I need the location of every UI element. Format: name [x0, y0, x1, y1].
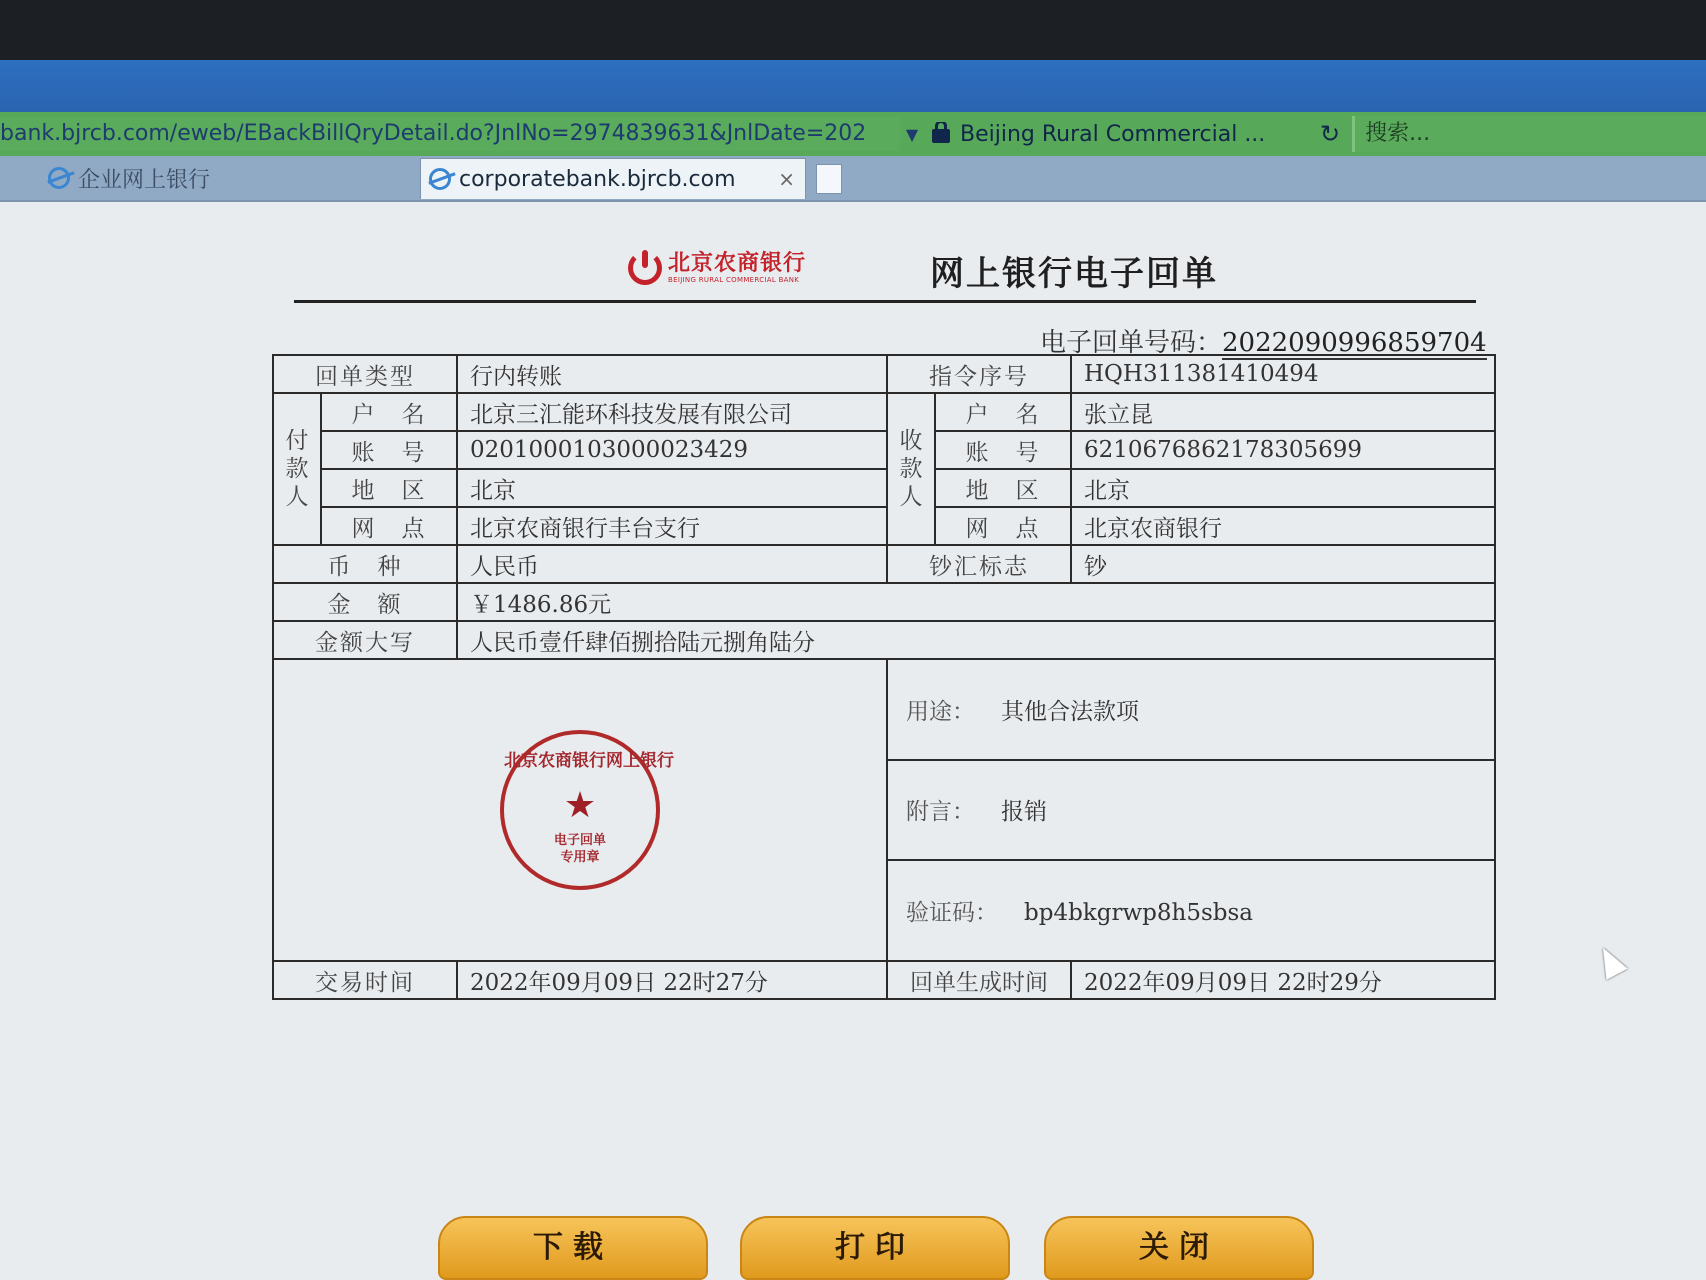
search-input[interactable]: 搜索... — [1352, 116, 1706, 152]
amount-label: 金 额 — [273, 583, 457, 621]
payee-branch-value: 北京农商银行 — [1071, 507, 1495, 545]
remark-cell — [887, 760, 1495, 861]
amount-words-value: 人民币壹仟肆佰捌拾陆元捌角陆分 — [457, 621, 1495, 659]
tab-corporate-banking[interactable] — [40, 158, 420, 198]
table-row — [273, 583, 1495, 621]
seal-cell — [273, 659, 887, 961]
verify-cell — [887, 860, 1495, 961]
purpose-label: 用途： — [906, 698, 975, 725]
page-content — [0, 202, 1706, 1280]
payee-label: 收款人 — [887, 393, 935, 545]
bank-name-cn: 北京农商银行 — [668, 250, 807, 276]
tab-bar — [0, 156, 1706, 202]
trade-time-value: 2022年09月09日 22时27分 — [457, 961, 887, 999]
new-tab-button[interactable] — [816, 164, 842, 194]
url-dropdown-icon[interactable]: ▼ — [905, 124, 919, 144]
receipt-number-label: 电子回单号码： — [1040, 328, 1223, 358]
purpose-cell — [887, 659, 1495, 760]
url-field[interactable]: bank.bjrcb.com/eweb/EBackBillQryDetail.do?JnlNo=2974839631&JnlDate=202 — [0, 117, 900, 151]
print-button[interactable]: 打印 — [740, 1216, 1010, 1280]
table-row — [273, 431, 1495, 469]
remark-label: 附言： — [906, 799, 975, 826]
lock-icon — [932, 129, 950, 143]
payee-region-value: 北京 — [1071, 469, 1495, 507]
order-label: 指令序号 — [887, 355, 1071, 393]
verify-value: bp4bkgrwp8h5sbsa — [1024, 900, 1253, 927]
cash-flag-value: 钞 — [1071, 545, 1495, 583]
payee-account-label: 账 号 — [935, 431, 1071, 469]
payer-name-label: 户 名 — [321, 393, 457, 431]
purpose-value: 其他合法款项 — [1001, 698, 1139, 725]
close-button[interactable]: 关闭 — [1044, 1216, 1314, 1280]
payee-account-value: 6210676862178305699 — [1071, 431, 1495, 469]
tab-label: 企业网上银行 — [78, 167, 211, 193]
payee-region-label: 地 区 — [935, 469, 1071, 507]
mouse-cursor-icon — [1592, 942, 1627, 980]
trade-time-label: 交易时间 — [273, 961, 457, 999]
close-tab-icon[interactable]: × — [778, 167, 795, 191]
payee-name-label: 户 名 — [935, 393, 1071, 431]
screen-bezel — [0, 0, 1706, 60]
site-identity[interactable] — [924, 122, 1314, 147]
gen-time-label: 回单生成时间 — [887, 961, 1071, 999]
table-row — [273, 355, 1495, 393]
tab-corporatebank[interactable] — [420, 158, 806, 199]
currency-label: 币 种 — [273, 545, 457, 583]
refresh-icon[interactable]: ↻ — [1320, 120, 1341, 148]
currency-value: 人民币 — [457, 545, 887, 583]
receipt-number-value: 2022090996859704 — [1222, 328, 1487, 358]
payee-name-value: 张立昆 — [1071, 393, 1495, 431]
type-value: 行内转账 — [457, 355, 887, 393]
payer-account-value: 0201000103000023429 — [457, 431, 887, 469]
amount-value: ￥1486.86元 — [457, 583, 1495, 621]
bank-name-en: BEIJING RURAL COMMERCIAL BANK — [668, 275, 800, 284]
table-row — [273, 621, 1495, 659]
page-title: 网上银行电子回单 — [930, 254, 1218, 294]
address-bar — [0, 112, 1706, 156]
payer-region-label: 地 区 — [321, 469, 457, 507]
payee-branch-label: 网 点 — [935, 507, 1071, 545]
payer-branch-value: 北京农商银行丰台支行 — [457, 507, 887, 545]
table-row — [273, 961, 1495, 999]
site-identity-label: Beijing Rural Commercial ... — [960, 121, 1266, 147]
cash-flag-label: 钞汇标志 — [887, 545, 1071, 583]
table-row — [273, 393, 1495, 431]
verify-label: 验证码： — [906, 900, 998, 927]
table-row — [273, 545, 1495, 583]
payer-name-value: 北京三汇能环科技发展有限公司 — [457, 393, 887, 431]
tab-label: corporatebank.bjrcb.com — [459, 166, 736, 192]
payer-region-value: 北京 — [457, 469, 887, 507]
seal-star-icon: ★ — [563, 785, 597, 826]
order-value: HQH311381410494 — [1071, 355, 1495, 393]
seal-ring-text: 北京农商银行网上银行 — [504, 751, 674, 771]
download-button[interactable]: 下载 — [438, 1216, 708, 1280]
payer-account-label: 账 号 — [321, 431, 457, 469]
type-label: 回单类型 — [273, 355, 457, 393]
title-divider — [294, 300, 1476, 303]
amount-words-label: 金额大写 — [273, 621, 457, 659]
table-row — [273, 469, 1495, 507]
seal-sub-text: 电子回单 专用章 — [553, 833, 606, 865]
receipt-table — [272, 354, 1496, 1000]
payer-label: 付款人 — [273, 393, 321, 545]
remark-value: 报销 — [1001, 799, 1047, 826]
bank-seal-icon — [500, 730, 674, 890]
table-row — [273, 507, 1495, 545]
window-titlebar — [0, 60, 1706, 112]
ie-icon — [48, 167, 70, 189]
bank-logo-icon — [628, 251, 662, 285]
payer-branch-label: 网 点 — [321, 507, 457, 545]
bank-logo — [628, 248, 838, 288]
ie-icon — [429, 168, 451, 190]
gen-time-value: 2022年09月09日 22时29分 — [1071, 961, 1495, 999]
table-row — [273, 659, 1495, 760]
